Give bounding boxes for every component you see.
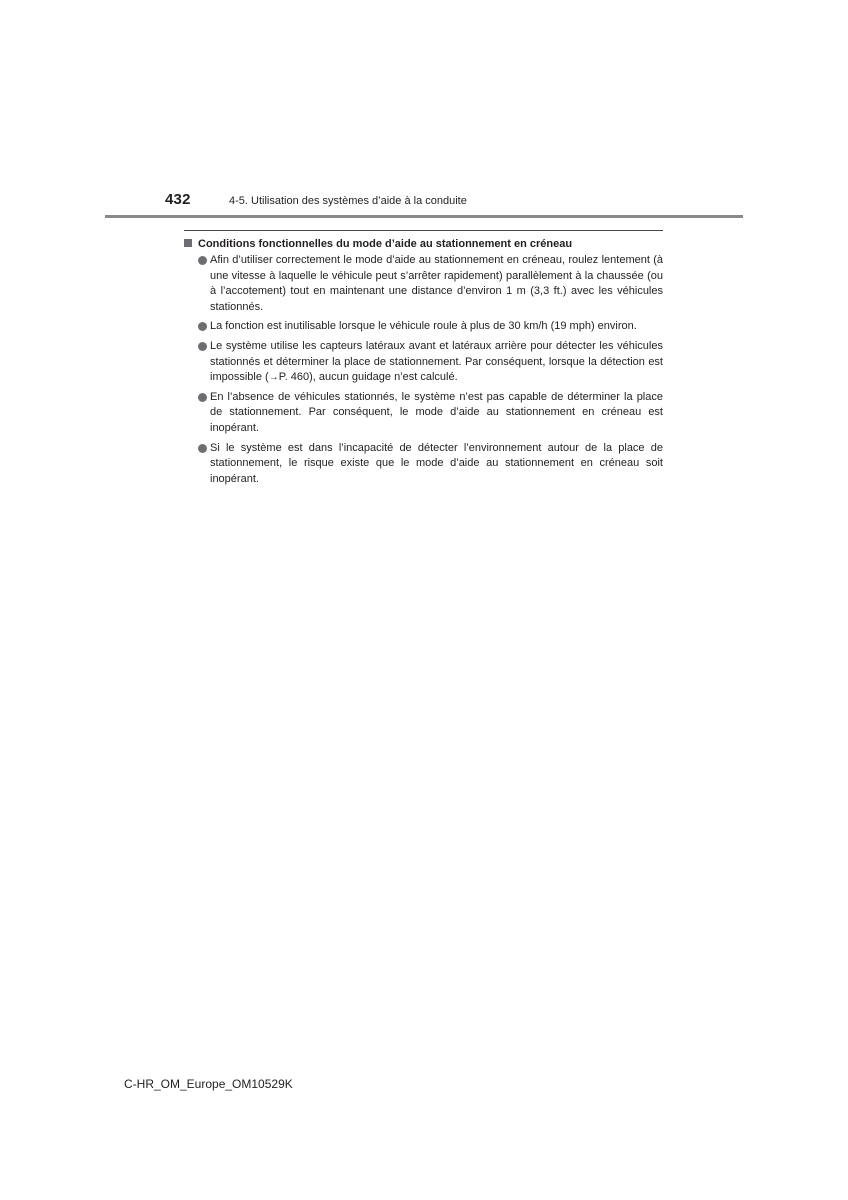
section-title: 4-5. Utilisation des systèmes d’aide à la conduite (229, 195, 467, 207)
square-bullet-icon (184, 239, 192, 247)
bullet-item (184, 319, 663, 335)
circle-bullet-icon (198, 322, 207, 331)
circle-bullet-icon (198, 256, 207, 265)
content-divider (184, 230, 663, 231)
circle-bullet-icon (198, 393, 207, 402)
bullet-text-after-ref: P. 460), aucun guidage n’est calculé. (278, 371, 458, 384)
circle-bullet-icon (198, 444, 207, 453)
bullet-text: Afin d’utiliser correctement le mode d’aide au stationnement en créneau, roulez lentement (à une vitesse à laquelle le véhicule peut s’arrêter rapidement) parallèlement à la chaussée (ou à l’accotement) tout en maintenant une distance d’environ 1 m (3,3 ft.) avec les véhicules stationnés. (210, 254, 663, 313)
bullet-text: En l’absence de véhicules stationnés, le système n’est pas capable de déterminer la place de stationnement. Par conséquent, le mode d’aide au stationnement en créneau est inopérant. (210, 390, 663, 434)
bullet-text: Si le système est dans l’incapacité de détecter l’environnement autour de la place de stationnement, le risque existe que le mode d’aide au stationnement en créneau soit inopérant. (210, 441, 663, 485)
bullet-text-before-ref: Le système utilise les capteurs latéraux avant et latéraux arrière pour détecter les véhicules stationnés et déterminer la place de stationnement. Par conséquent, lorsque la détection est impossible ( (210, 339, 663, 384)
document-code: C-HR_OM_Europe_OM10529K (124, 1077, 293, 1091)
header-divider (105, 215, 743, 218)
page-number: 432 (165, 191, 191, 208)
section-content (184, 236, 663, 491)
circle-bullet-icon (198, 342, 207, 351)
bullet-item (184, 253, 663, 315)
bullet-item (184, 390, 663, 437)
bullet-item (184, 339, 663, 386)
bullet-item (184, 441, 663, 488)
page-reference-arrow-icon: → (268, 372, 279, 384)
bullet-text: La fonction est inutilisable lorsque le véhicule roule à plus de 30 km/h (19 mph) environ. (210, 320, 637, 333)
section-heading (184, 236, 663, 252)
section-heading-text: Conditions fonctionnelles du mode d’aide au stationnement en créneau (198, 238, 573, 250)
